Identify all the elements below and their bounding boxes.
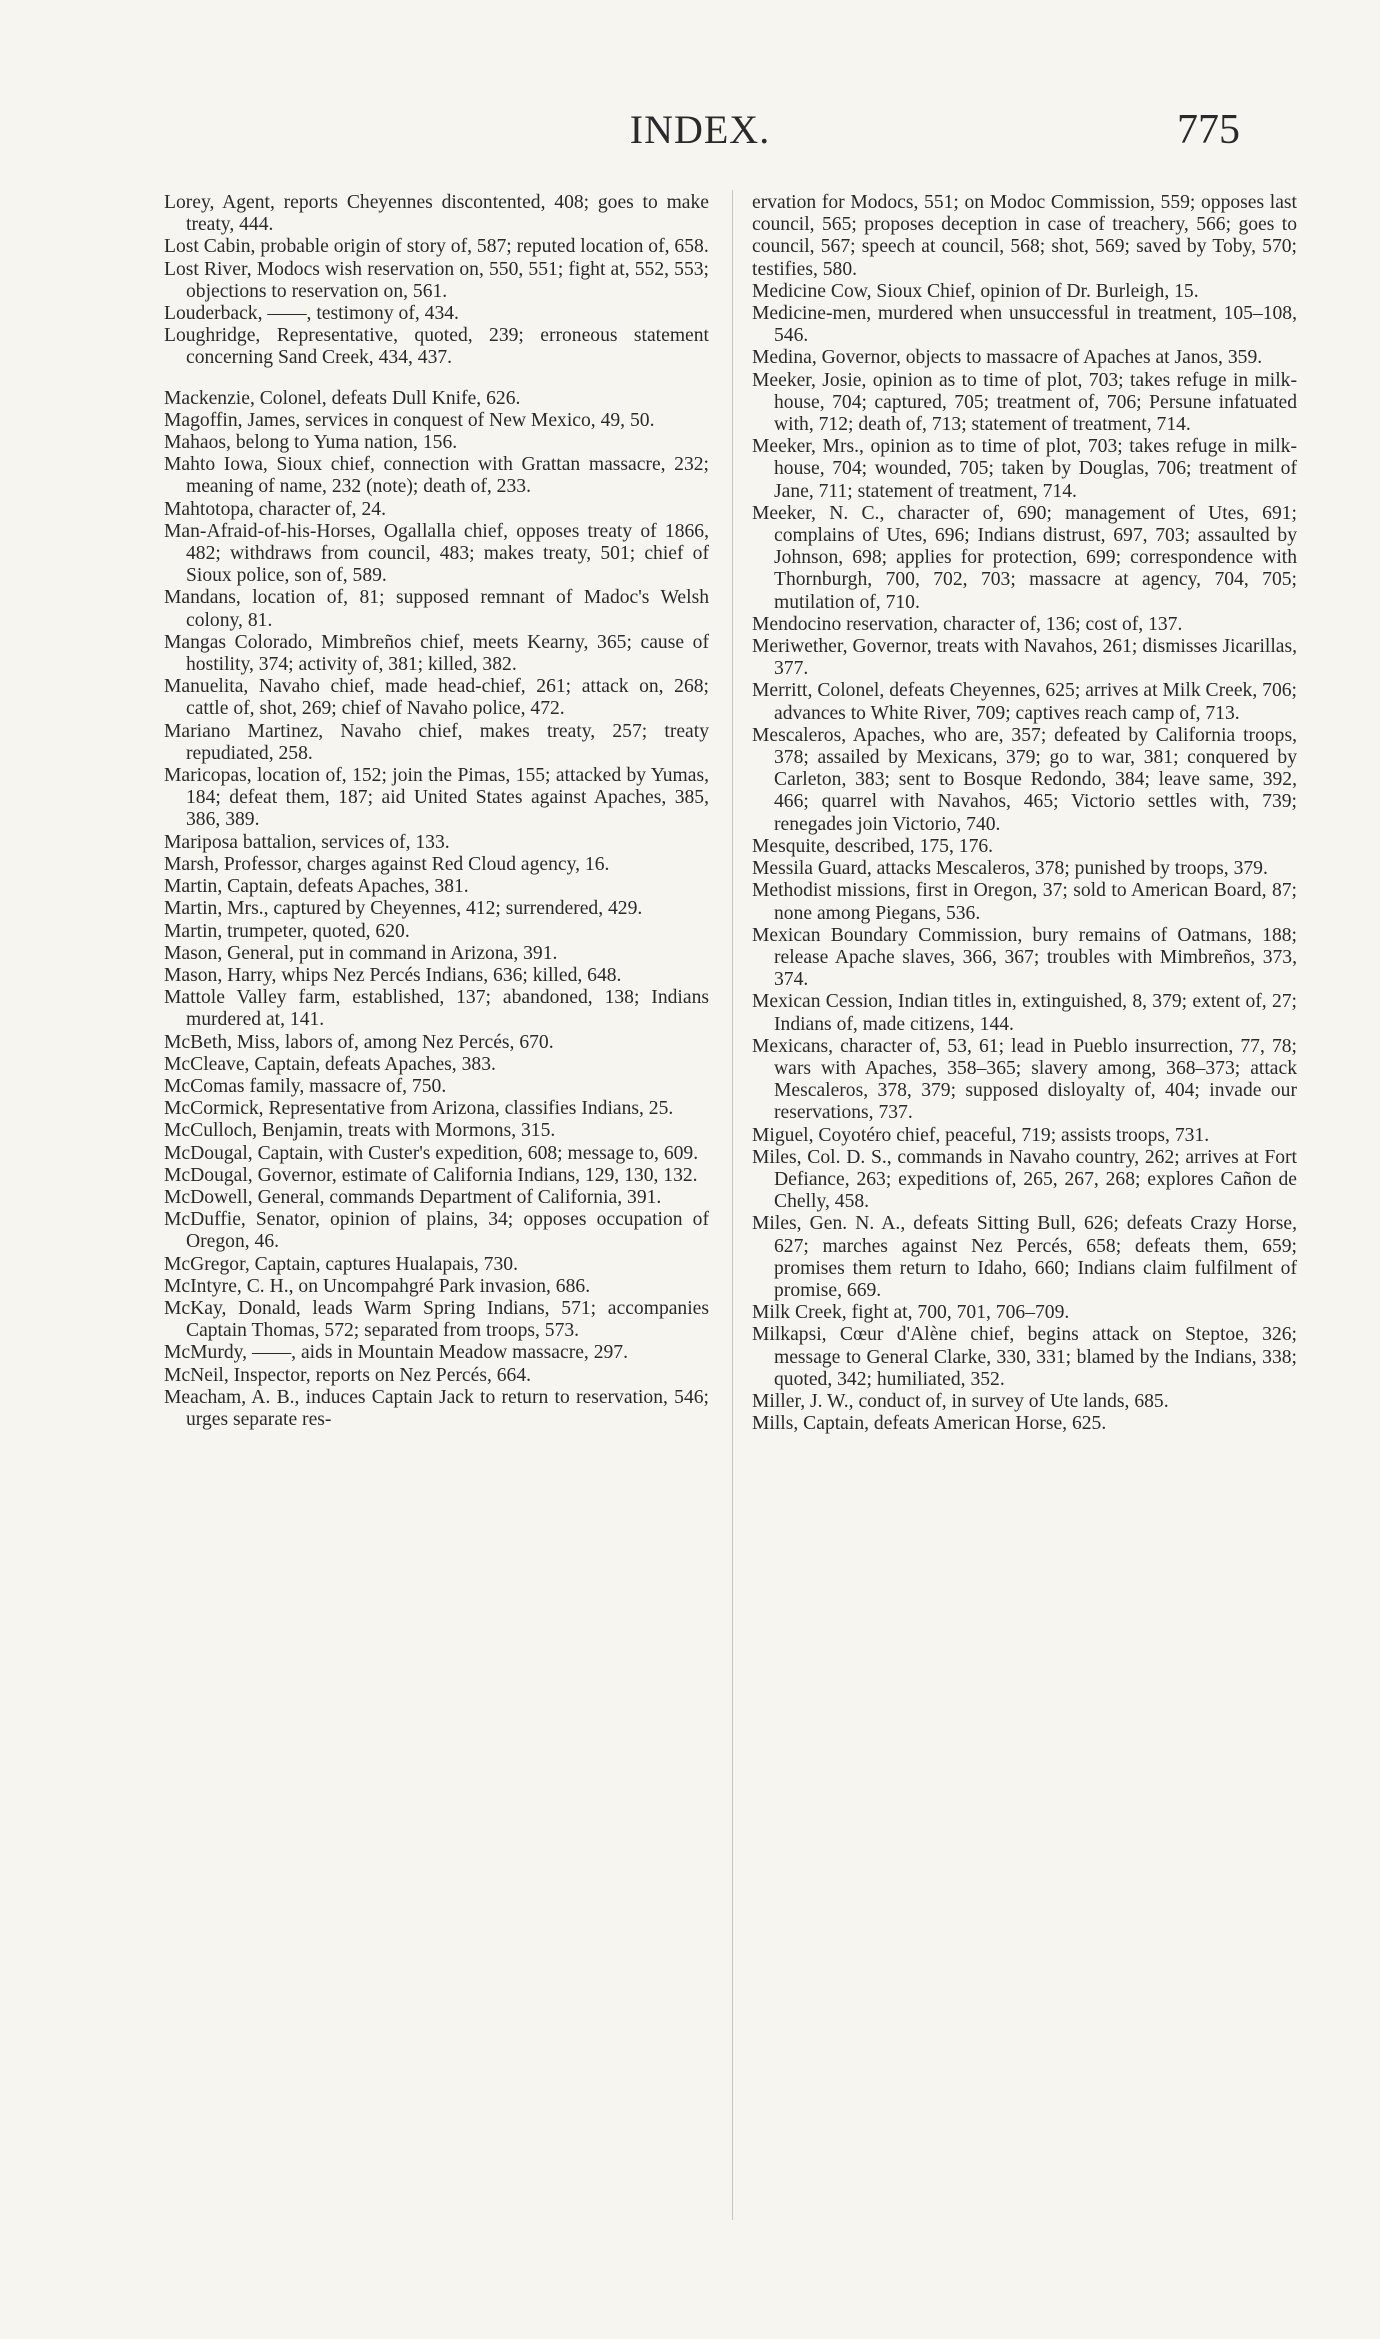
index-entry: Marsh, Professor, charges against Red Cloud agency, 16. [164,853,610,875]
index-entry: McBeth, Miss, labors of, among Nez Percés, 670. [164,1031,554,1053]
index-entry: McMurdy, ——, aids in Mountain Meadow massacre, 297. [164,1342,629,1364]
index-entry: Meeker, Mrs., opinion as to time of plot, 703; takes refuge in milk-house, 704; wounded, 705; taken by Douglas, 706; treatment of Jane, 711; statement of treatment, 714. [752,436,1297,502]
index-entry: Mariano Martinez, Navaho chief, makes treaty, 257; treaty repudiated, 258. [164,720,709,764]
index-entry: Martin, Captain, defeats Apaches, 381. [164,876,469,898]
index-entry: McKay, Donald, leads Warm Spring Indians, 571; accompanies Captain Thomas, 572; separated from troops, 573. [164,1297,709,1342]
index-entry: McComas family, massacre of, 750. [164,1075,447,1097]
index-entry: Mason, General, put in command in Arizona, 391. [164,942,558,964]
index-entry: McIntyre, C. H., on Uncompahgré Park invasion, 686. [164,1275,591,1297]
index-entry: Mendocino reservation, character of, 136; cost of, 137. [752,613,1183,635]
index-entry: McDougal, Captain, with Custer's expedition, 608; message to, 609. [164,1142,699,1164]
index-entry: Martin, Mrs., captured by Cheyennes, 412; surrendered, 429. [164,898,643,920]
index-entry: Mesquite, described, 175, 176. [752,835,994,857]
page-number: 775 [1177,107,1240,153]
index-entry: Miguel, Coyotéro chief, peaceful, 719; assists troops, 731. [752,1124,1210,1146]
index-entry-continued: ervation for Modocs, 551; on Modoc Commission, 559; opposes last council, 565; proposes deception in case of treachery, 566; goes to council, 567; speech at council, 568; shot, 569; saved by Toby, 570; testifies, 580. [752,192,1297,280]
index-entry: Lost River, Modocs wish reservation on, 550, 551; fight at, 552, 553; objections to reservation on, 561. [164,258,709,302]
index-entry: Mahaos, belong to Yuma nation, 156. [164,432,458,454]
index-entry: Lorey, Agent, reports Cheyennes discontented, 408; goes to make treaty, 444. [164,192,709,236]
index-entry: Louderback, ——, testimony of, 434. [164,303,459,325]
index-entry: Mexican Cession, Indian titles in, extinguished, 8, 379; extent of, 27; Indians of, made citizens, 144. [752,991,1297,1035]
index-entry: Medicine Cow, Sioux Chief, opinion of Dr. Burleigh, 15. [752,280,1199,302]
index-entry: Miles, Gen. N. A., defeats Sitting Bull, 626; defeats Crazy Horse, 627; marches against Nez Percés, 658; defeats them, 659; promises them return to Idaho, 660; Indians claim fulfilment of promise, 669. [752,1213,1297,1301]
index-entry: Meeker, N. C., character of, 690; management of Utes, 691; complains of Utes, 696; Indians distrust, 697, 703; assaulted by Johnson, 698; applies for protection, 699; correspondence with Thornburgh, 700, 702, 703; massacre at agency, 704, 705; mutilation of, 710. [752,502,1297,613]
index-entry: Methodist missions, first in Oregon, 37; sold to American Board, 87; none among Piegans, 536. [752,880,1297,924]
index-entry: Magoffin, James, services in conquest of New Mexico, 49, 50. [164,409,655,431]
index-entry: McCulloch, Benjamin, treats with Mormons, 315. [164,1120,556,1142]
page-header [160,106,1240,156]
index-entry: McGregor, Captain, captures Hualapais, 730. [164,1253,518,1275]
index-entry: Mexicans, character of, 53, 61; lead in Pueblo insurrection, 77, 78; wars with Apaches, 358–365; slavery among, 368–373; attack Mescaleros, 378, 379; supposed disloyalty of, 404; invade our reservations, 737. [752,1035,1297,1124]
right-column [752,192,1297,1435]
index-entry: Martin, trumpeter, quoted, 620. [164,920,410,942]
page-title: INDEX. [629,107,771,152]
index-entry: Milkapsi, Cœur d'Alène chief, begins attack on Steptoe, 326; message to General Clarke, 330, 331; blamed by the Indians, 338; quoted, 342; humiliated, 352. [752,1324,1297,1390]
index-entry: Manuelita, Navaho chief, made head-chief, 261; attack on, 268; cattle of, shot, 269; chief of Navaho police, 472. [164,676,709,720]
index-entry: Mattole Valley farm, established, 137; abandoned, 138; Indians murdered at, 141. [164,987,709,1031]
index-entry: Medicine-men, murdered when unsuccessful in treatment, 105–108, 546. [752,303,1297,347]
index-entry: Miller, J. W., conduct of, in survey of Ute lands, 685. [752,1390,1169,1412]
index-entry: Mariposa battalion, services of, 133. [164,831,450,853]
column-divider [732,190,733,2220]
index-entry: Medina, Governor, objects to massacre of Apaches at Janos, 359. [752,347,1263,369]
index-entry: Milk Creek, fight at, 700, 701, 706–709. [752,1302,1070,1324]
index-entry: Mackenzie, Colonel, defeats Dull Knife, 626. [164,387,521,409]
index-entry: Maricopas, location of, 152; join the Pimas, 155; attacked by Yumas, 184; defeat them, 187; aid United States against Apaches, 385, 386, 389. [164,765,709,831]
index-entry: McDougal, Governor, estimate of California Indians, 129, 130, 132. [164,1164,698,1186]
index-entry: Merritt, Colonel, defeats Cheyennes, 625; arrives at Milk Creek, 706; advances to White River, 709; captives reach camp of, 713. [752,680,1297,724]
left-column [164,192,709,1431]
index-entry: McDuffie, Senator, opinion of plains, 34; opposes occupation of Oregon, 46. [164,1209,709,1253]
index-entry: McDowell, General, commands Department of California, 391. [164,1186,662,1208]
index-entry: Mills, Captain, defeats American Horse, 625. [752,1413,1107,1435]
index-entry: McCormick, Representative from Arizona, classifies Indians, 25. [164,1098,674,1120]
index-entry: Mason, Harry, whips Nez Percés Indians, 636; killed, 648. [164,964,622,986]
index-entry: Mangas Colorado, Mimbreños chief, meets Kearny, 365; cause of hostility, 374; activity of, 381; killed, 382. [164,631,709,676]
index-entry: Messila Guard, attacks Mescaleros, 378; punished by troops, 379. [752,858,1268,880]
index-entry: Man-Afraid-of-his-Horses, Ogallalla chief, opposes treaty of 1866, 482; withdraws from council, 483; makes treaty, 501; chief of Sioux police, son of, 589. [164,520,709,587]
index-entry: Meeker, Josie, opinion as to time of plot, 703; takes refuge in milk-house, 704; captured, 705; treatment of, 706; Persune infatuated with, 712; death of, 713; statement of treatment, 714. [752,369,1297,436]
index-entry: Meacham, A. B., induces Captain Jack to return to reservation, 546; urges separate res- [164,1386,709,1430]
index-entry: Mahto Iowa, Sioux chief, connection with Grattan massacre, 232; meaning of name, 232 (note); death of, 233. [164,454,709,498]
index-entry: McCleave, Captain, defeats Apaches, 383. [164,1053,496,1075]
index-entry: Lost Cabin, probable origin of story of, 587; reputed location of, 658. [164,236,709,258]
index-entry: Miles, Col. D. S., commands in Navaho country, 262; arrives at Fort Defiance, 263; expeditions of, 265, 267, 268; explores Cañon de Chelly, 458. [752,1146,1297,1213]
index-entry: Loughridge, Representative, quoted, 239; erroneous statement concerning Sand Creek, 434, 437. [164,325,709,369]
index-entry: Mandans, location of, 81; supposed remnant of Madoc's Welsh colony, 81. [164,587,709,631]
index-entry: Mexican Boundary Commission, bury remains of Oatmans, 188; release Apache slaves, 366, 367; troubles with Mimbreños, 373, 374. [752,924,1297,991]
index-entry: Mescaleros, Apaches, who are, 357; defeated by California troops, 378; assailed by Mexicans, 379; go to war, 381; conquered by Carleton, 383; sent to Bosque Redondo, 384; leave same, 392, 466; quarrel with Navahos, 465; Victorio settles with, 739; renegades join Victorio, 740. [752,724,1297,835]
index-entry: Meriwether, Governor, treats with Navahos, 261; dismisses Jicarillas, 377. [752,636,1297,680]
index-entry: Mahtotopa, character of, 24. [164,498,386,520]
index-entry: McNeil, Inspector, reports on Nez Percés, 664. [164,1364,532,1386]
